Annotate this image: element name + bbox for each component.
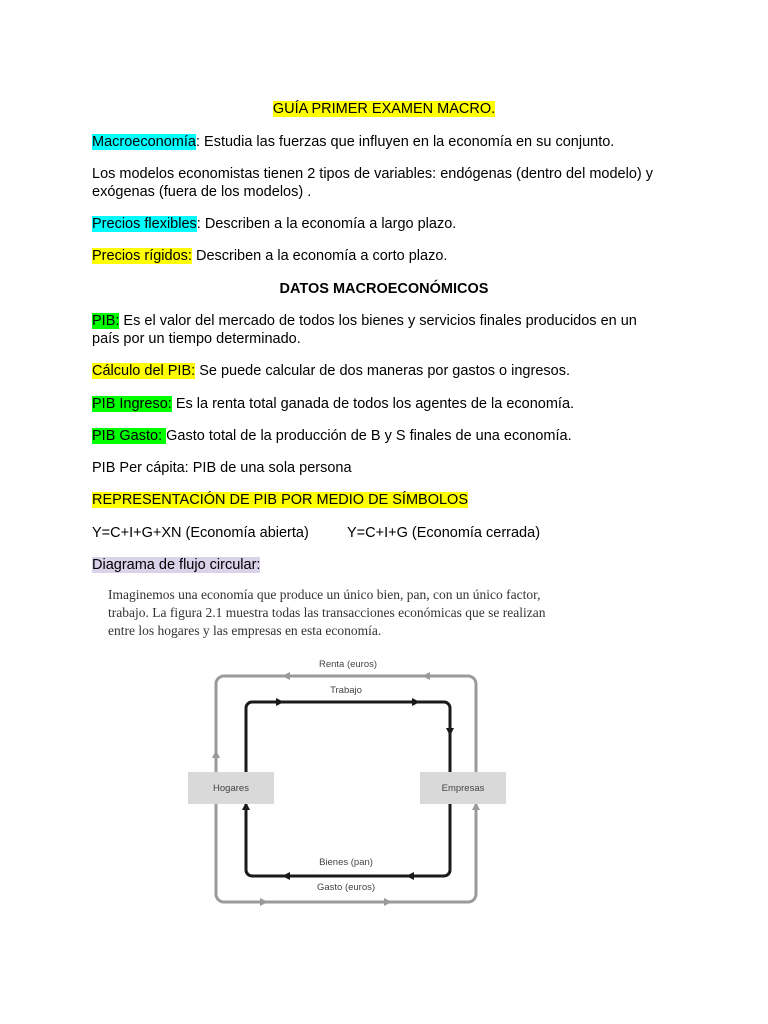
variables-paragraph: Los modelos economistas tienen 2 tipos de variables: endógenas (dentro del modelo) y exógenas (fuera de los modelos) . [92,166,654,200]
empresas-label: Empresas [441,783,485,794]
circular-flow-diagram [180,650,520,912]
label-gasto: Gasto (euros) [316,882,376,893]
precios-rigidos-text: Describen a la economía a corto plazo. [191,248,448,264]
pib-gasto-text: Gasto total de la producción de B y S finales de una economía. [166,428,572,444]
pib-ingreso-term: PIB Ingreso: [92,396,172,412]
pib-text: Es el valor del mercado de todos los bienes y servicios finales producidos en un país por un tiempo determinado. [92,313,637,347]
diagrama-label: Diagrama de flujo circular: [92,557,261,573]
label-trabajo: Trabajo [330,685,362,696]
pib-definition [92,312,660,348]
macroeconomia-term: Macroeconomía [92,134,196,150]
hogares-label: Hogares [213,783,249,794]
inner-real-loop [246,702,450,876]
pib-gasto-term: PIB Gasto: [92,428,167,444]
pib-term: PIB: [92,313,120,329]
precios-flexibles-term: Precios flexibles [92,216,197,232]
label-bienes: Bienes (pan) [319,857,373,868]
pib-gasto-definition [92,427,572,445]
section-heading-datos: DATOS MACROECONÓMICOS [279,281,489,297]
section-heading-simbolos: REPRESENTACIÓN DE PIB POR MEDIO DE SÍMBOLOS [92,492,468,508]
pib-ingreso-text: Es la renta total ganada de todos los agentes de la economía. [171,396,575,412]
precios-rigidos-term: Precios rígidos: [92,248,192,264]
calculo-pib-definition [92,362,570,380]
label-renta: Renta (euros) [318,659,378,670]
formula-economia-cerrada: Y=C+I+G (Economía cerrada) [347,525,541,541]
pib-ingreso-definition [92,395,574,413]
precios-flexibles-text: : Describen a la economía a largo plazo. [196,216,457,232]
macroeconomia-definition [92,133,614,151]
document-title: GUÍA PRIMER EXAMEN MACRO. [272,101,496,117]
precios-rigidos-definition [92,247,447,265]
precios-flexibles-definition [92,215,456,233]
pib-per-capita-text: PIB Per cápita: PIB de una sola persona [92,460,352,476]
formula-economia-abierta: Y=C+I+G+XN (Economía abierta) [92,525,309,541]
calculo-pib-text: Se puede calcular de dos maneras por gastos o ingresos. [195,363,570,379]
excerpt-line: entre los hogares y las empresas en esta economía. [108,623,382,638]
macroeconomia-text: : Estudia las fuerzas que influyen en la economía en su conjunto. [195,134,615,150]
calculo-pib-term: Cálculo del PIB: [92,363,196,379]
textbook-excerpt [108,586,598,640]
excerpt-line: trabajo. La figura 2.1 muestra todas las transacciones económicas que se realizan [108,605,546,620]
excerpt-line: Imaginemos una economía que produce un único bien, pan, con un único factor, [108,587,541,602]
